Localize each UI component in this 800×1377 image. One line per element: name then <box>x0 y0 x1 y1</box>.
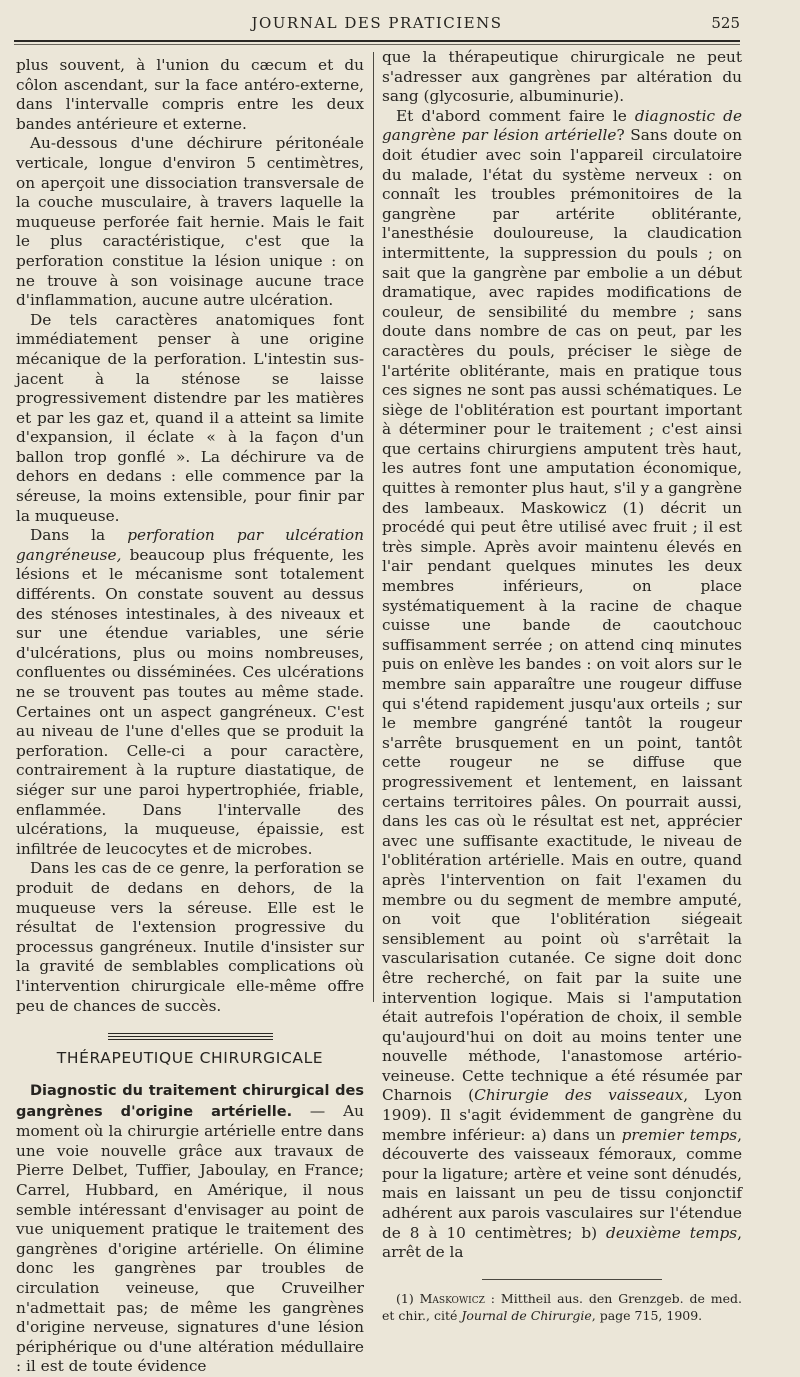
text-run: ? Sans doute on doit étudier avec soin l'appareil circulatoire du malade, l'état du système nerveux : on connaît les troubles prémonitoires de la gangrène par artérite oblitérante, l'anesthésie douloureuse, la claudication intermittente, la suppression du pouls ; on sait que la gangrène par embolie a un début dramatique, avec rapides modifications de couleur, de sensibilité du membre ; sans doute dans nombre de cas on peut, par les caractères du pouls, préciser le siège de l'artérite oblitérante, mais en pratique tous ces signes ne sont pas aussi schématiques. Le siège de l'oblitération est pourtant important à déterminer pour le traitement ; c'est ainsi que certains chirurgiens amputent très haut, les autres font une amputation économique, quittes à remonter plus haut, s'il y a gangrène des lambeaux. Maskowicz (1) décrit un procédé qui peut être utilisé avec fruit ; il est très simple. Après avoir maintenu élevés en l'air pendant quelques minutes les deux membres inférieurs, on place systématiquement à la racine de chaque cuisse une bande de caoutchouc suffisamment serrée ; on attend cinq minutes puis on enlève les bandes : on voit alors sur le membre sain apparaître une rougeur diffuse qui s'étend rapidement jusqu'aux orteils ; sur le membre gangréné tantôt la rougeur s'arrête brusquement en un point, tantôt cette rougeur ne se diffuse que progressivement et lentement, en laissant certains territoires pâles. On pourrait aussi, dans les cas où le résultat est net, apprécier avec une suffisante exactitude, le niveau de l'oblitération artérielle. Mais en outre, quand après l'intervention on fait l'examen du membre ou du segment de membre amputé, on voit que l'oblitération siégeait sensiblement au point où s'arrêtait la vascularisation cutanée. Ce signe doit donc être recherché, on fait par la suite une intervention logique. Mais si l'amputation était autrefois l'opération de choix, il semble qu'aujourd'hui on doit au moins tenter une nouvelle méthode, l'anastomose artério-veineuse. Cette technique a été résumée par Charnois ( <box>382 126 742 1105</box>
italic-term: Journal de Chirurgie <box>461 1307 592 1323</box>
sub-heading: Diagnostic du traitement chirurgical des gangrènes d'origine artérielle. <box>16 1083 364 1120</box>
right-column <box>382 48 743 1323</box>
paragraph <box>382 107 742 1263</box>
running-header <box>14 12 740 36</box>
paragraph <box>16 526 364 859</box>
paragraph: De tels caractères anatomiques font immédiatement penser à une origine mécanique de la perforation. L'intestin sus-jacent à la sténose se laisse progressivement distendre par les matières et par les gaz et, quand il a atteint sa limite d'expansion, il éclate « à la façon d'un ballon trop gonflé ». La déchirure va de dehors en dedans : elle commence par la séreuse, la moins extensible, pour finir par la muqueuse. <box>16 310 364 525</box>
italic-term: Chirurgie des vaisseaux <box>474 1086 684 1105</box>
paragraph <box>16 1081 364 1377</box>
journal-title: JOURNAL DES PRATICIENS <box>251 14 503 32</box>
column-divider <box>373 52 374 1002</box>
footnote <box>382 1290 742 1324</box>
paragraph: Au-dessous d'une déchirure péritonéale verticale, longue d'environ 5 centimètres, on aperçoit une dissociation transversale de la couche musculaire, à travers laquelle la muqueuse perforée fait hernie. Mais le fait le plus caractéristique, c'est que la perforation constitue la lésion unique : on ne trouve à son voisinage aucune trace d'inflammation, aucune autre ulcération. <box>16 134 364 310</box>
paragraph: Dans les cas de ce genre, la perforation se produit de dedans en dehors, de la muqueuse vers la séreuse. Elle est le résultat de l'extension progressive du processus gangréneux. Inutile d'insister sur la gravité de semblables complications où l'intervention chirurgicale elle-même offre peu de chances de succès. <box>16 859 364 1015</box>
section-ornament-rule <box>108 1033 273 1043</box>
text-run: , page 715, 1909. <box>591 1307 703 1323</box>
text-run: — Au moment où la chirurgie artérielle entre dans une voie nouvelle grâce aux travaux de Pierre Delbet, Tuffier, Jaboulay, en France; Carrel, Hubbard, en Amérique, il nous semble intéressant d'envisager au point de vue uniquement pratique le traitement des gangrènes d'origine artérielle. On élimine donc les gangrènes par troubles de circulation veineuse, que Cruveilher n'admettait pas; de même les gangrènes d'origine nerveuse, signatures d'une lésion périphérique ou d'une altération médullaire : il est de toute évidence <box>16 1101 364 1376</box>
italic-term: diagnostic de gangrène par lésion artérielle <box>382 106 742 145</box>
paragraph: que la thérapeutique chirurgicale ne peut s'adresser aux gangrènes par altération du sang (glycosurie, albuminurie). <box>382 48 742 106</box>
author-name: Maskowicz <box>419 1290 485 1306</box>
text-run: (1) <box>396 1290 420 1306</box>
text-run: , arrêt de la <box>382 1223 742 1262</box>
left-column <box>16 56 364 1376</box>
text-run: , Lyon 1909). Il s'agit évidemment de gangrène du membre inférieur: a) dans un <box>382 1086 743 1144</box>
paragraph: plus souvent, à l'union du cæcum et du côlon ascendant, sur la face antéro-externe, dans l'intervalle compris entre les deux bandes antérieure et externe. <box>16 56 364 133</box>
header-rule <box>14 40 740 42</box>
italic-term: perforation par ulcération gangréneuse, <box>16 526 364 564</box>
page-number: 525 <box>711 14 740 32</box>
header-rule-thin <box>14 44 740 45</box>
footnote-rule <box>482 1279 662 1280</box>
text-run: : Mittheil aus. den Grenzgeb. de med. et chir., cité <box>382 1290 742 1323</box>
italic-term: premier temps <box>621 1125 738 1144</box>
text-run: Et d'abord comment faire le <box>396 106 635 125</box>
section-title: THÉRAPEUTIQUE CHIRURGICALE <box>56 1049 324 1068</box>
text-run: Dans la <box>30 526 128 545</box>
italic-term: deuxième temps <box>606 1223 738 1242</box>
text-run: , découverte des vaisseaux fémoraux, comme pour la ligature; artère et veine sont dénudés, mais en laissant un peu de tissu conjonctif adhérent aux parois vasculaires sur l'étendue de 8 à 10 centimètres; b) <box>382 1125 742 1242</box>
text-run: beaucoup plus fréquente, les lésions et le mécanisme sont totalement différents. On constate souvent au dessus des sténoses intestinales, à des niveaux et sur une étendue variables, une série d'ulcérations, plus ou moins nombreuses, confluentes ou disséminées. Ces ulcérations ne se trouvent pas toutes au même stade. Certaines ont un aspect gangréneux. C'est au niveau de l'une d'elles que se produit la perforation. Celle-ci a pour caractère, contrairement à la rupture diastatique, de siéger sur une paroi hypertrophiée, friable, enflammée. Dans l'intervalle des ulcérations, la muqueuse, épaissie, est infiltrée de leucocytes et de microbes. <box>16 545 364 858</box>
